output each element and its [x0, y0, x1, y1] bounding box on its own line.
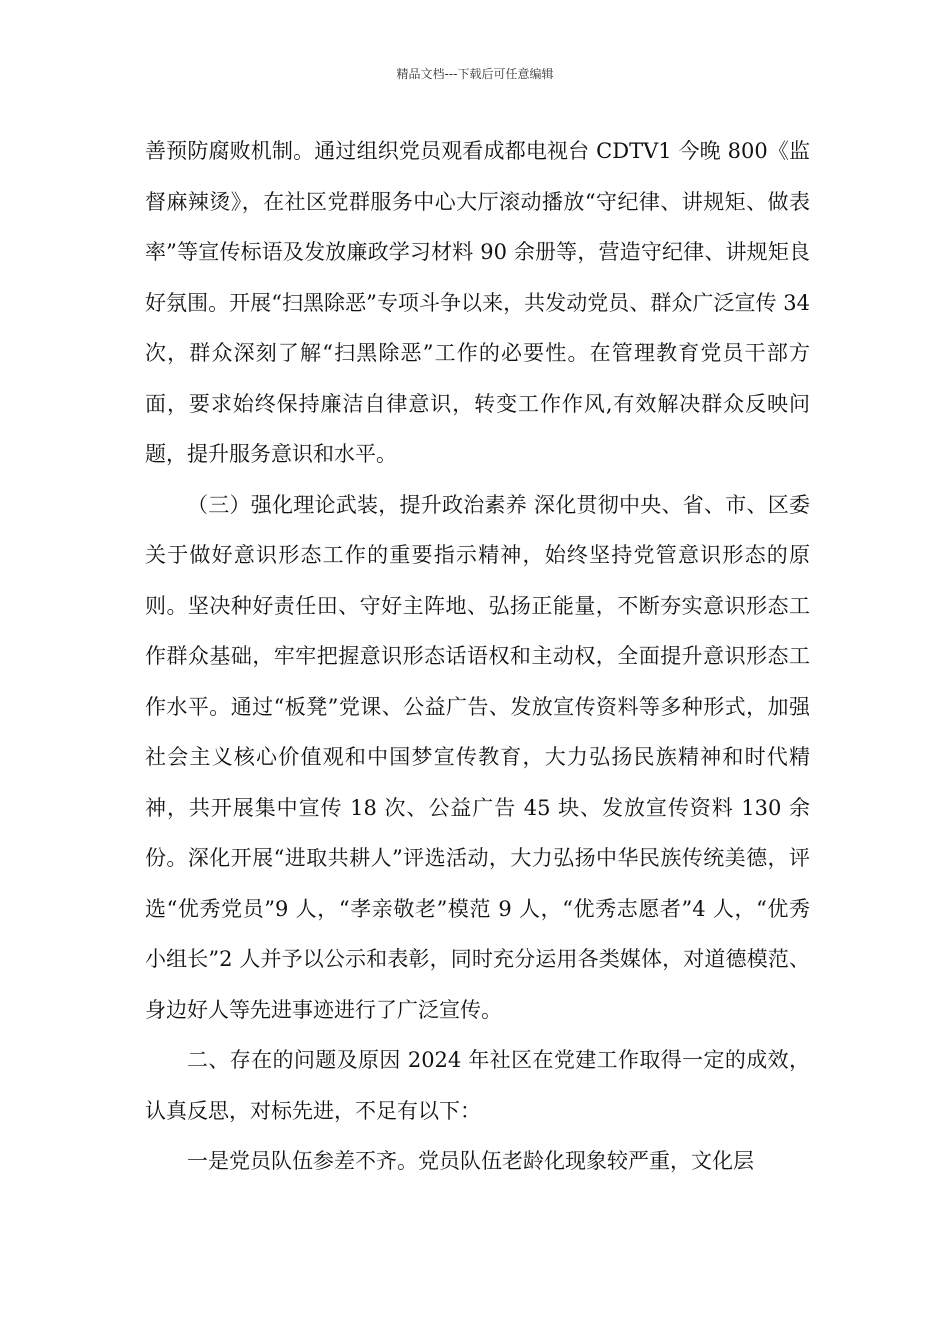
paragraph-3: 二、存在的问题及原因 2024 年社区在党建工作取得一定的成效，认真反思，对标先进，不足有以下：	[145, 1048, 810, 1123]
paragraph-2: （三）强化理论武装，提升政治素养 深化贯彻中央、省、市、区委关于做好意识形态工作的重要指示精神，始终坚持党管意识形态的原则。坚决种好责任田、守好主阵地、弘扬正能量，不断夯实意识形态工作群众基础，牢牢把握意识形态话语权和主动权，全面提升意识形态工作水平。通过“板凳”党课、公益广告、发放宣传资料等多种形式，加强社会主义核心价值观和中国梦宣传教育，大力弘扬民族精神和时代精神，共开展集中宣传 18 次、公益广告 45 块、发放宣传资料 130 余份。深化开展“进取共耕人”评选活动，大力弘扬中华民族传统美德，评选“优秀党员”9 人，“孝亲敬老”模范 9 人，“优秀志愿者”4 人，“优秀小组长”2 人并予以公示和表彰，同时充分运用各类媒体，对道德模范、身边好人等先进事迹进行了广泛宣传。	[145, 492, 810, 1022]
paragraph-4: 一是党员队伍参差不齐。党员队伍老龄化现象较严重，文化层	[187, 1149, 754, 1173]
page-header: 精品文档---下载后可任意编辑	[396, 67, 554, 81]
document-body	[145, 126, 810, 1187]
paragraph-1: 善预防腐败机制。通过组织党员观看成都电视台 CDTV1 今晚 800《监督麻辣烫》，在社区党群服务中心大厅滚动播放“守纪律、讲规矩、做表率”等宣传标语及发放廉政学习材料 90 余册等，营造守纪律、讲规矩良好氛围。开展“扫黑除恶”专项斗争以来，共发动党员、群众广泛宣传 34 次，群众深刻了解“扫黑除恶”工作的必要性。在管理教育党员干部方面，要求始终保持廉洁自律意识，转变工作作风,有效解决群众反映问题，提升服务意识和水平。	[145, 139, 810, 466]
